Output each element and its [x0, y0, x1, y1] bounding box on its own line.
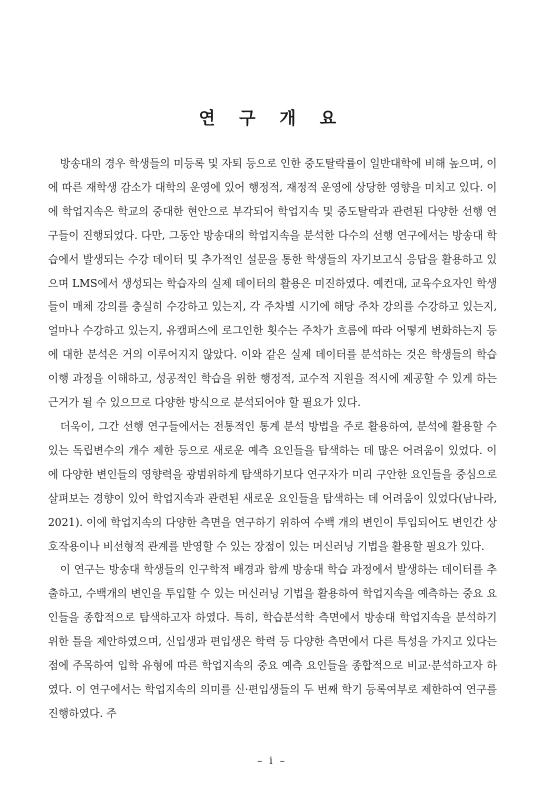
page-number: – i –	[257, 756, 287, 767]
body-text	[48, 152, 497, 726]
paragraph-1: 방송대의 경우 학생들의 미등록 및 자퇴 등으로 인한 중도탈락률이 일반대학에 비해 높으며, 이에 따른 재학생 감소가 대학의 운영에 있어 행정적, 재정적 운영에 상당한 영향을 미치고 있다. 이에 학업지속은 학교의 중대한 현안으로 부각되어 학업지속 및 중도탈락과 관련된 다양한 선행 연구들이 진행되었다. 다만, 그동안 방송대의 학업지속을 분석한 다수의 선행 연구에서는 방송대 학습에서 발생되는 수강 데이터 및 추가적인 설문을 통한 학생들의 자기보고식 응답을 활용하고 있으며 LMS에서 생성되는 학습자의 실제 데이터의 활용은 미진하였다. 예컨대, 교육수요자인 학생들이 매체 강의를 충실히 수강하고 있는지, 각 주차별 시기에 해당 주차 강의를 수강하고 있는지, 얼마나 수강하고 있는지, 유캠퍼스에 로그인한 횟수는 주차가 흐름에 따라 어떻게 변화하는지 등에 대한 분석은 거의 이루어지지 않았다. 이와 같은 실제 데이터를 분석하는 것은 학생들의 학습 이행 과정을 이해하고, 성공적인 학습을 위한 행정적, 교수적 지원을 적시에 제공할 수 있게 하는 근거가 될 수 있으므로 다양한 방식으로 분석되어야 할 필요가 있다.	[48, 157, 497, 410]
paragraph-3: 이 연구는 방송대 학생들의 인구학적 배경과 함께 방송대 학습 과정에서 발생하는 데이터를 추출하고, 수백개의 변인을 투입할 수 있는 머신러닝 기법을 활용하여 학업지속을 예측하는 중요 요인들을 종합적으로 탐색하고자 하였다. 특히, 학습분석학 측면에서 방송대 학업지속을 분석하기 위한 틀을 제안하였으며, 신입생과 편입생은 학력 등 다양한 측면에서 다른 특성을 가지고 있다는 점에 주목하여 입학 유형에 따른 학업지속의 중요 예측 요인들을 종합적으로 비교·분석하고자 하였다. 이 연구에서는 학업지속의 의미를 신·편입생들의 두 번째 학기 등록여부로 제한하여 연구를 진행하였다. 주	[48, 563, 497, 720]
paragraph-2: 더욱이, 그간 선행 연구들에서는 전통적인 통계 분석 방법을 주로 활용하여, 분석에 활용할 수 있는 독립변수의 개수 제한 등으로 새로운 예측 요인들을 탐색하는 데 많은 어려움이 있었다. 이에 다양한 변인들의 영향력을 광범위하게 탐색하기보다 연구자가 미리 구안한 요인들을 중심으로 살펴보는 경향이 있어 학업지속과 관련된 새로운 요인들을 탐색하는 데 어려움이 있었다(남나라, 2021). 이에 학업지속의 다양한 측면을 연구하기 위하여 수백 개의 변인이 투입되어도 변인간 상호작용이나 비선형적 관계를 반영할 수 있는 장점이 있는 머신러닝 기법을 활용할 필요가 있다.	[48, 419, 497, 553]
page-title: 연 구 개 요	[198, 109, 346, 129]
